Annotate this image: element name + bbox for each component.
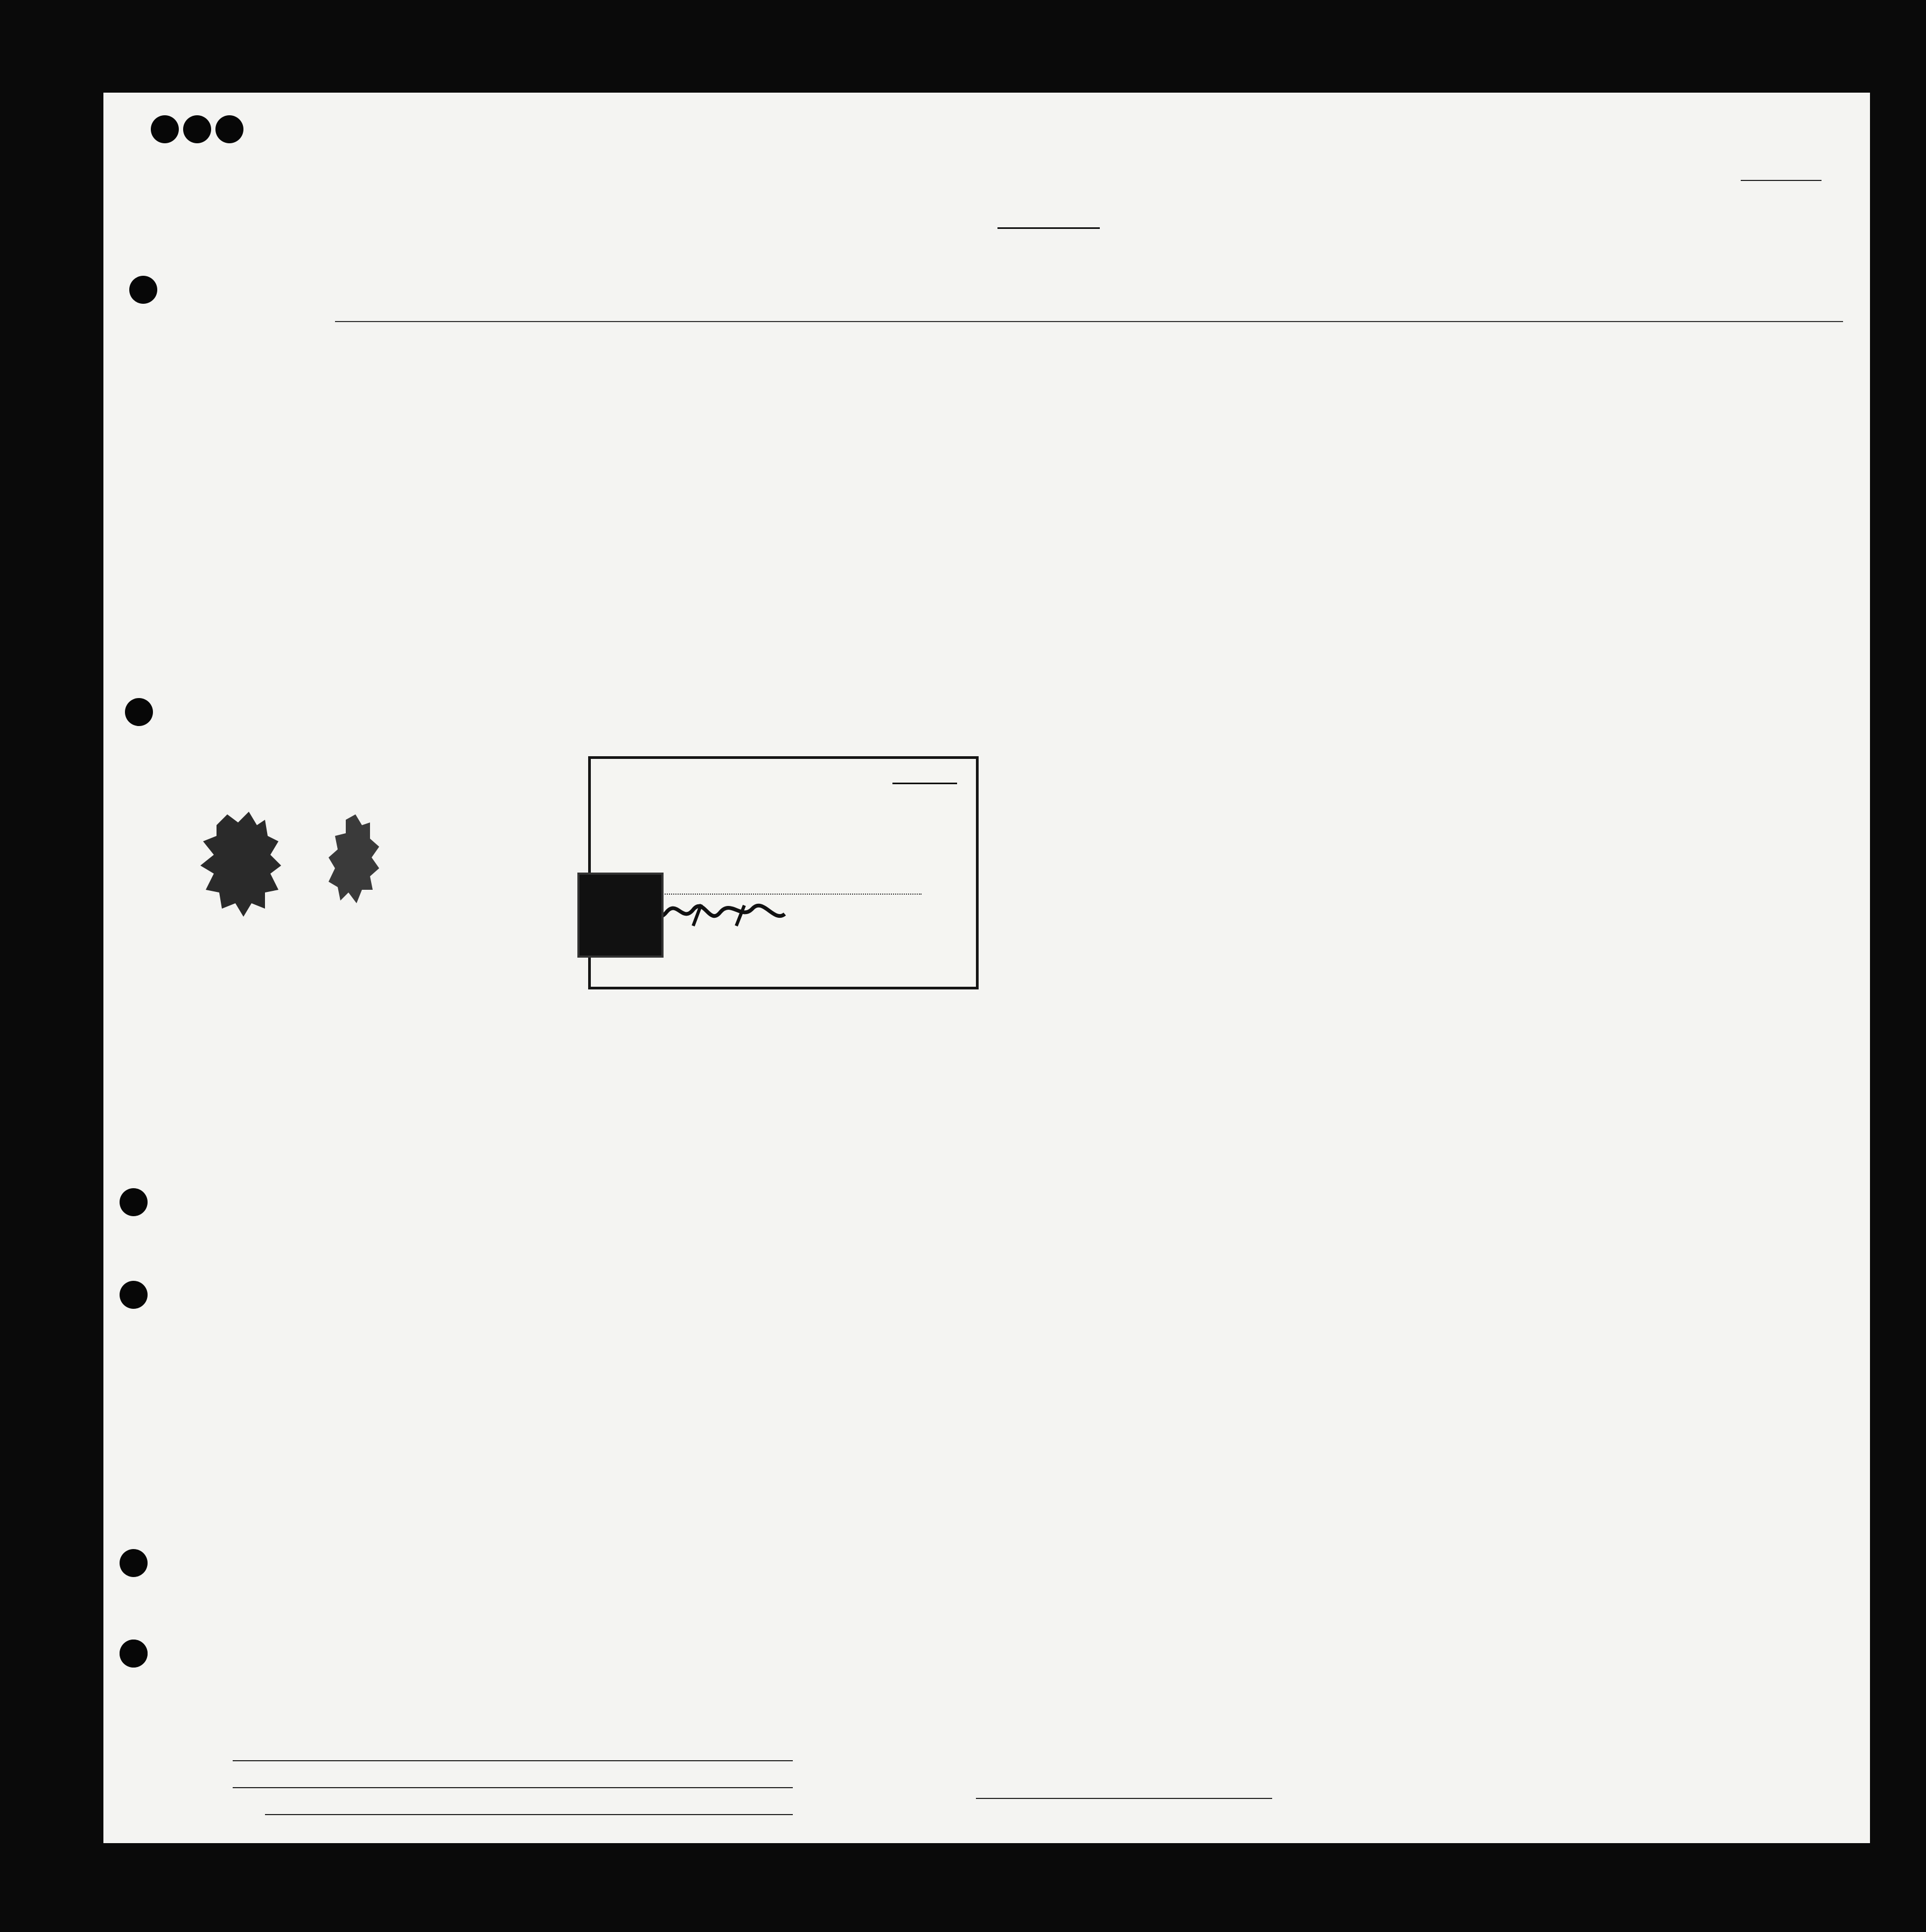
footer-owners-rule (233, 1787, 793, 1788)
footer-line-rule (233, 1760, 793, 1761)
manifest-sheet (103, 93, 1870, 1843)
revenue-stamp (577, 873, 664, 958)
stamp-no-line (892, 783, 957, 784)
footer-inspector-rule (976, 1798, 1272, 1799)
manifest-grid (103, 93, 1870, 1843)
footer-agents-rule (265, 1814, 793, 1815)
embossed-seal (184, 804, 427, 933)
